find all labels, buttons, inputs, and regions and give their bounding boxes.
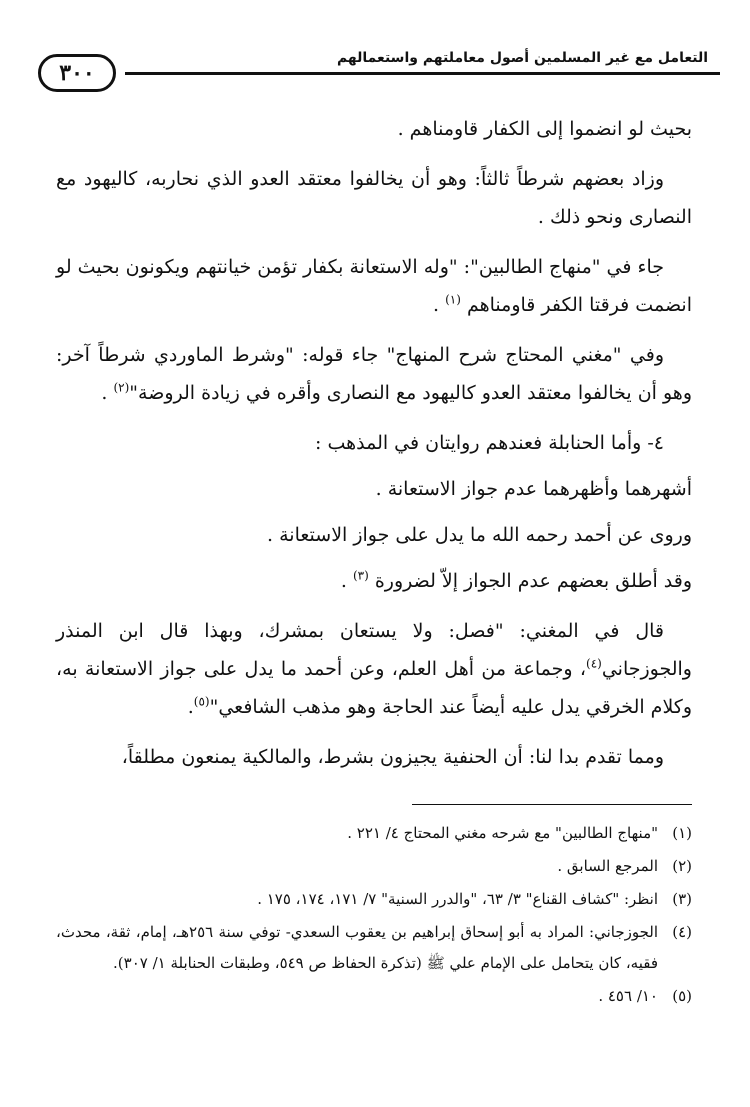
footnote-number: (٥) bbox=[672, 987, 692, 1005]
footnote-ref[interactable]: (٤) bbox=[586, 656, 602, 671]
footnote-ref[interactable]: (٢) bbox=[113, 380, 130, 395]
paragraph: ٤- وأما الحنابلة فعندهم روايتان في المذهب : bbox=[315, 432, 664, 454]
footnote-ref[interactable]: (٥) bbox=[193, 694, 210, 709]
footnote-number: (٢) bbox=[672, 857, 692, 875]
footnote-item bbox=[56, 818, 692, 849]
footnote-ref[interactable]: (١) bbox=[445, 292, 461, 307]
paragraph: وروى عن أحمد رحمه الله ما يدل على جواز الاستعانة . bbox=[267, 524, 692, 546]
footnote-item bbox=[56, 851, 692, 882]
footnote-text: "منهاج الطالبين" مع شرحه مغني المحتاج ٤/ ٢٢١ . bbox=[347, 824, 658, 842]
footnote-separator bbox=[412, 804, 692, 805]
footnote-item bbox=[56, 981, 692, 1012]
footnote-text: انظر: "كشاف القناع" ٣/ ٦٣، "والدرر السنية" ٧/ ١٧١، ١٧٤، ١٧٥ . bbox=[257, 890, 658, 908]
paragraph: وزاد بعضهم شرطاً ثالثاً: وهو أن يخالفوا معتقد العدو الذي نحاربه، كاليهود مع النصارى ونحو ذلك . bbox=[56, 168, 692, 228]
running-title: التعامل مع غير المسلمين أصول معاملتهم واستعمالهم bbox=[336, 50, 708, 66]
footnote-ref[interactable]: (٣) bbox=[352, 568, 369, 583]
footnote-item bbox=[56, 884, 692, 915]
paragraph: بحيث لو انضموا إلى الكفار قاومناهم . bbox=[397, 118, 692, 140]
footnote-item bbox=[56, 917, 692, 979]
paragraph: جاء في "منهاج الطالبين": "وله الاستعانة بكفار تؤمن خيانتهم ويكونون بحيث لو انضمت فرقتا الكفر قاومناهم $^{(١)}$ . bbox=[56, 256, 692, 316]
footnote-text: الجوزجاني: المراد به أبو إسحاق إبراهيم بن يعقوب السعدي- توفي سنة ٢٥٦هـ، إمام، ثقة، محدث، فقيه، كان يتحامل على الإمام علي ﷺ (تذكرة الحفاظ ص ٥٤٩، وطبقات الحنابلة ١/ ٣٠٧). bbox=[56, 923, 659, 972]
footnotes bbox=[56, 818, 692, 1014]
paragraph: وفي "مغني المحتاج شرح المنهاج" جاء قوله: "وشرط الماوردي شرطاً آخر: وهو أن يخالفوا معتقد العدو كاليهود مع النصارى وأقره في زيادة الروضة"$^{(٢)}$ . bbox=[56, 344, 692, 404]
page-header bbox=[30, 40, 720, 100]
footnote-text: المرجع السابق . bbox=[557, 857, 658, 875]
paragraph: قال في المغني: "فصل: ولا يستعان بمشرك، وبهذا قال ابن المنذر والجوزجاني$^{(٤)}$، وجماعة من أهل العلم، وعن أحمد ما يدل على جواز الاستعانة به، وكلام الخرقي يدل عليه أيضاً عند الحاجة وهو مذهب الشافعي"$^{(٥)}$. bbox=[56, 620, 692, 718]
paragraph: ومما تقدم بدا لنا: أن الحنفية يجيزون بشرط، والمالكية يمنعون مطلقاً، bbox=[121, 746, 664, 768]
header-rule bbox=[125, 72, 720, 75]
footnote-number: (١) bbox=[672, 824, 692, 842]
paragraph: وقد أطلق بعضهم عدم الجواز إلاّ لضرورة $^{(٣)}$ . bbox=[340, 568, 692, 592]
footnote-number: (٣) bbox=[672, 890, 692, 908]
paragraph: أشهرهما وأظهرهما عدم جواز الاستعانة . bbox=[375, 478, 692, 500]
footnote-text: ١٠/ ٤٥٦ . bbox=[598, 987, 658, 1005]
page-number: ٣٠٠ bbox=[38, 54, 116, 92]
main-text bbox=[56, 110, 692, 788]
footnote-number: (٤) bbox=[672, 923, 692, 941]
